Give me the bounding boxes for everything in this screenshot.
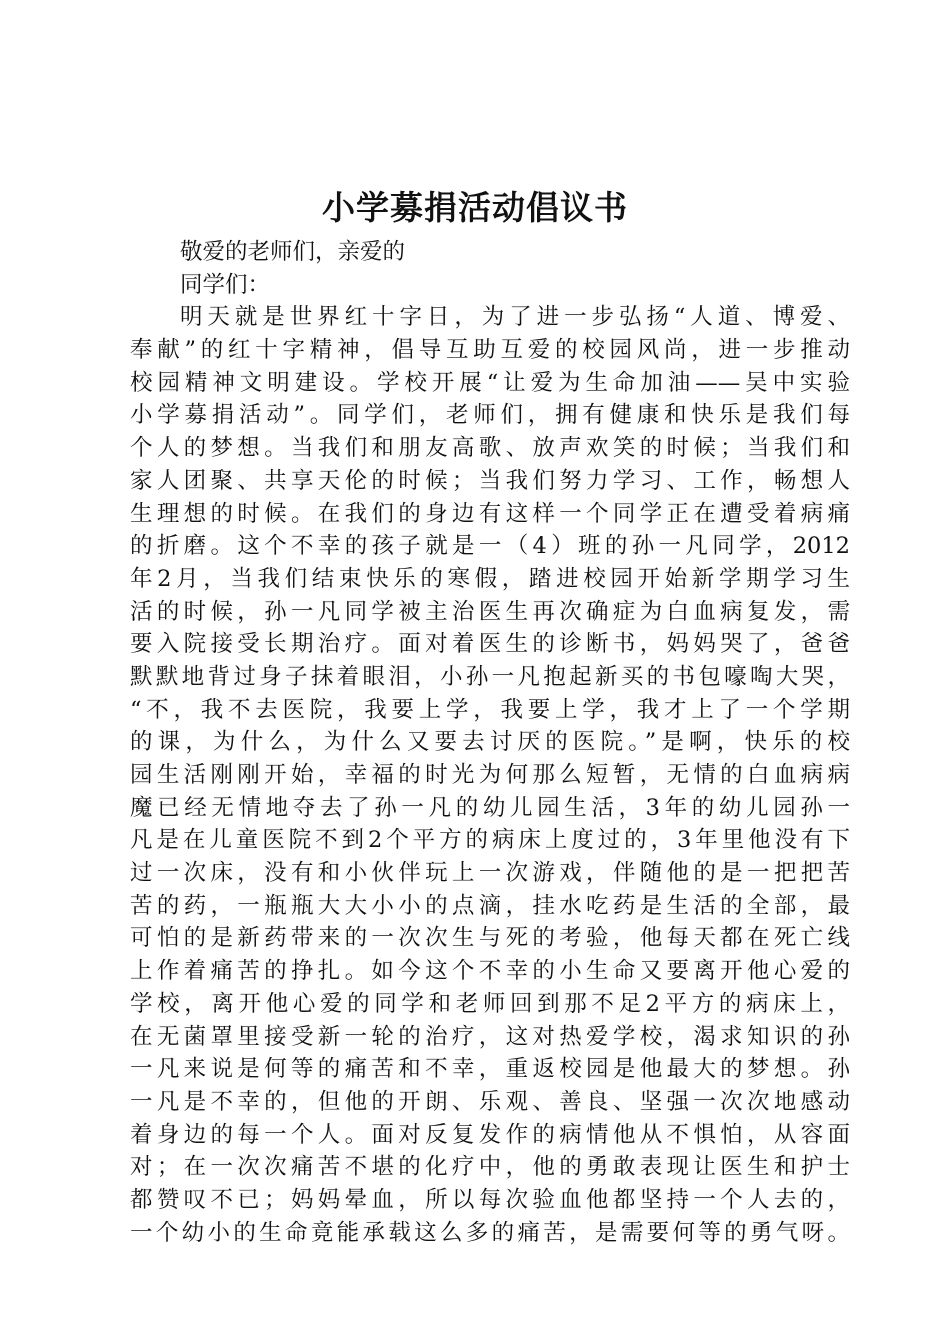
body-line: 一凡来说是何等的痛苦和不幸，重返校园是他最大的梦想。孙 bbox=[130, 1056, 850, 1083]
salutation-line: 同学们： bbox=[180, 271, 271, 298]
body-line: 一凡是不幸的，但他的开朗、乐观、善良、坚强一次次地感动 bbox=[130, 1088, 850, 1115]
body-line: 明天就是世界红十字日，为了进一步弘扬“人道、博爱、 bbox=[180, 304, 850, 331]
document-title: 小学募捐活动倡议书 bbox=[322, 188, 628, 227]
body-line: 可怕的是新药带来的一次次生与死的考验，他每天都在死亡线 bbox=[130, 925, 850, 952]
salutation-line: 敬爱的老师们，亲爱的 bbox=[180, 239, 406, 265]
body-line: 园生活刚刚开始，幸福的时光为何那么短暂，无情的白血病病 bbox=[130, 762, 850, 788]
document-body bbox=[130, 236, 850, 1249]
body-line: 苦的药，一瓶瓶大大小小的点滴，挂水吃药是生活的全部，最 bbox=[130, 892, 850, 919]
body-line: 校园精神文明建设。学校开展“让爱为生命加油——吴中实验 bbox=[130, 369, 850, 396]
body-line: “不，我不去医院，我要上学，我要上学，我才上了一个学期 bbox=[130, 696, 850, 723]
body-line: 的课，为什么，为什么又要去讨厌的医院。”是啊，快乐的校 bbox=[130, 729, 850, 756]
body-line: 活的时候，孙一凡同学被主治医生再次确症为白血病复发，需 bbox=[130, 598, 850, 625]
body-line: 对；在一次次痛苦不堪的化疗中，他的勇敢表现让医生和护士 bbox=[130, 1154, 850, 1181]
body-line: 奉献”的红十字精神，倡导互助互爱的校园风尚，进一步推动 bbox=[130, 337, 850, 364]
body-line: 的折磨。这个不幸的孩子就是一（4）班的孙一凡同学，2012 bbox=[130, 533, 850, 560]
body-line: 个人的梦想。当我们和朋友高歌、放声欢笑的时候；当我们和 bbox=[130, 435, 850, 462]
body-line: 小学募捐活动”。同学们，老师们，拥有健康和快乐是我们每 bbox=[130, 402, 850, 429]
body-line: 上作着痛苦的挣扎。如今这个不幸的小生命又要离开他心爱的 bbox=[130, 958, 850, 985]
body-line: 一个幼小的生命竟能承载这么多的痛苦，是需要何等的勇气呀。 bbox=[130, 1219, 850, 1246]
body-line: 学校，离开他心爱的同学和老师回到那不足2平方的病床上， bbox=[130, 990, 850, 1017]
body-line: 都赞叹不已；妈妈晕血，所以每次验血他都坚持一个人去的， bbox=[130, 1186, 850, 1213]
body-line: 在无菌罩里接受新一轮的治疗，这对热爱学校，渴求知识的孙 bbox=[130, 1023, 850, 1050]
body-line: 生理想的时候。在我们的身边有这样一个同学正在遭受着病痛 bbox=[130, 500, 850, 527]
body-line: 要入院接受长期治疗。面对着医生的诊断书，妈妈哭了，爸爸 bbox=[130, 631, 850, 658]
body-line: 着身边的每一个人。面对反复发作的病情他从不惧怕，从容面 bbox=[130, 1121, 850, 1148]
body-line: 过一次床，没有和小伙伴玩上一次游戏，伴随他的是一把把苦 bbox=[130, 860, 850, 887]
body-line: 凡是在儿童医院不到2个平方的病床上度过的，3年里他没有下 bbox=[130, 827, 850, 854]
body-line: 魔已经无情地夺去了孙一凡的幼儿园生活，3年的幼儿园孙一 bbox=[130, 794, 850, 821]
body-line: 年2月，当我们结束快乐的寒假，踏进校园开始新学期学习生 bbox=[130, 565, 850, 592]
body-line: 家人团聚、共享天伦的时候；当我们努力学习、工作，畅想人 bbox=[130, 467, 850, 494]
body-line: 默默地背过身子抹着眼泪，小孙一凡抱起新买的书包嚎啕大哭， bbox=[130, 663, 850, 690]
